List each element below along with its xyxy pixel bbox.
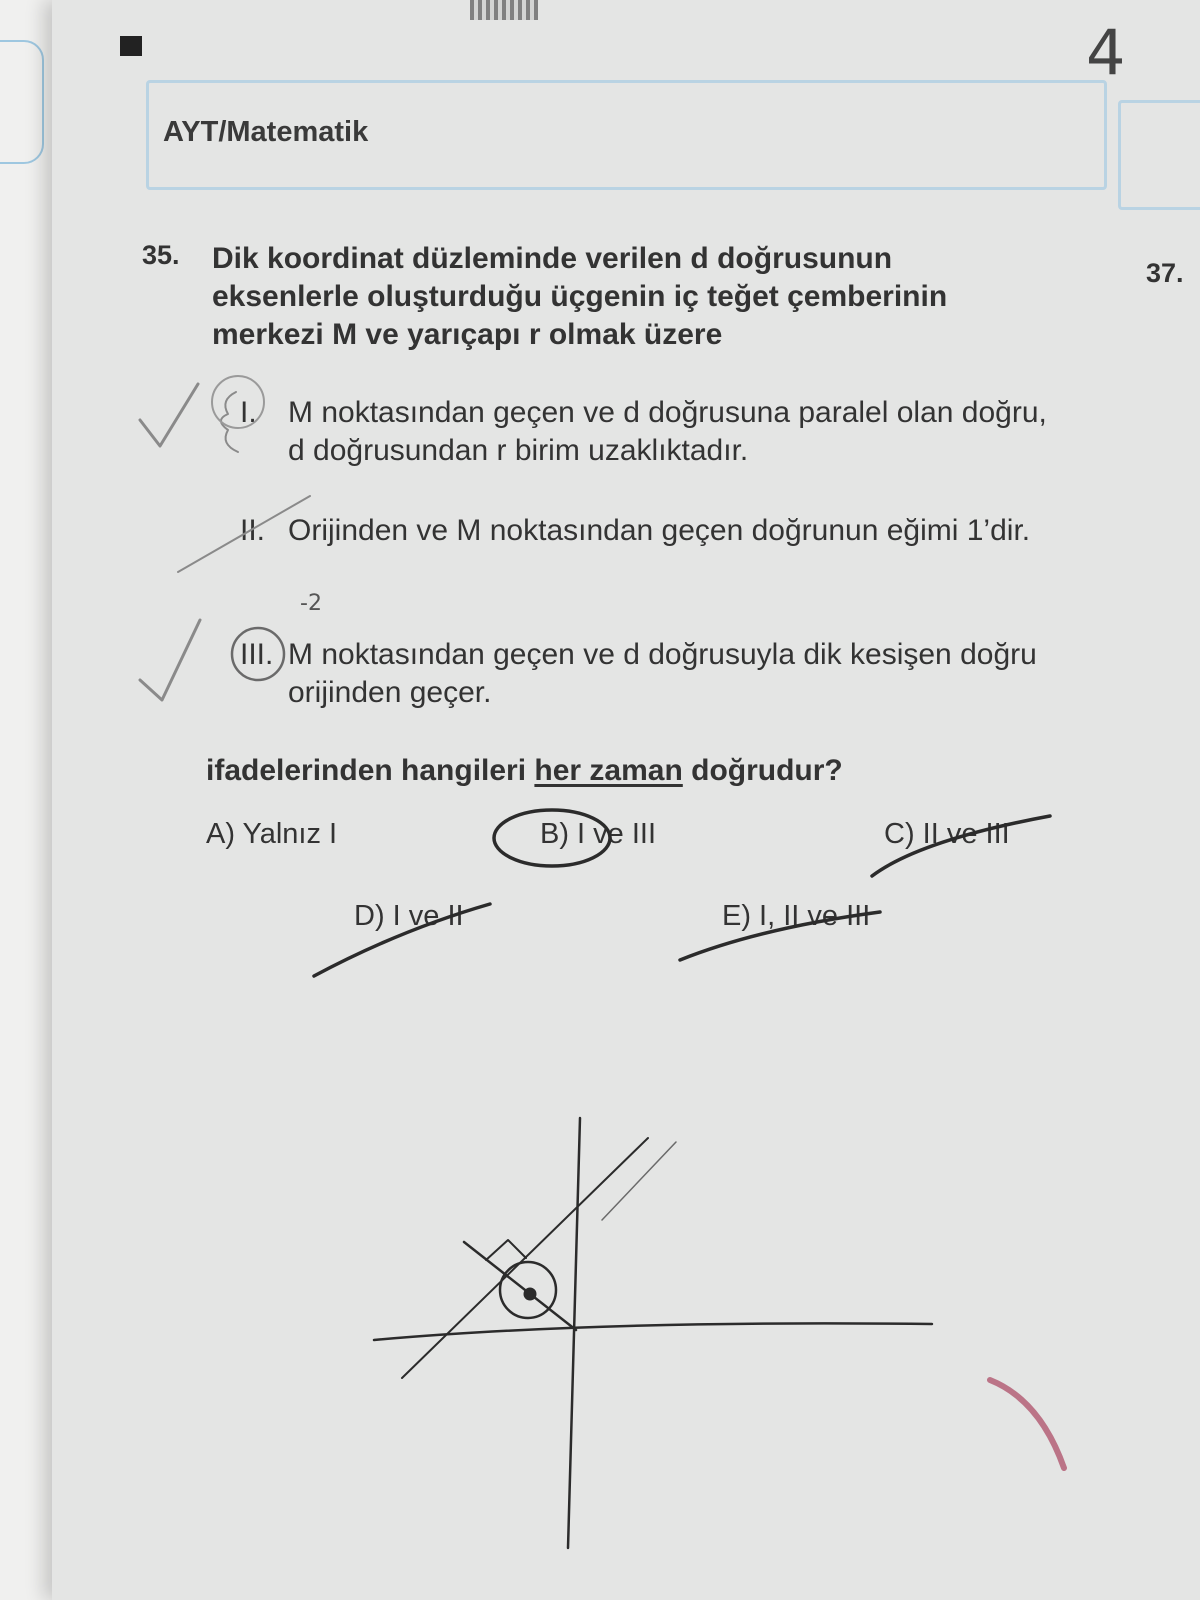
statement-number: II. [240, 514, 266, 547]
selected-answer-circle [494, 810, 610, 866]
strike-option-c [872, 816, 1050, 876]
prompt-emphasis: her zaman [534, 754, 683, 787]
check-mark [140, 620, 200, 700]
strike-option-e [680, 912, 880, 960]
option-e[interactable]: E) I, II ve III [722, 900, 871, 932]
brace-mark [221, 392, 238, 452]
accent-stroke [990, 1380, 1064, 1468]
statement-text: M noktasından geçen ve d doğrusuyla dik kesişen doğru orijinden geçer. [288, 638, 1037, 709]
option-a[interactable]: A) Yalnız I [206, 818, 338, 850]
statement-text: M noktasından geçen ve d doğrusuna paralel olan doğru, d doğrusundan r birim uzaklıktadır. [288, 396, 1047, 467]
annotation-circle [212, 376, 264, 428]
sketch-right-angle [486, 1240, 526, 1260]
check-mark [140, 384, 198, 446]
statement-number: I. [240, 396, 257, 429]
page-number: 4 [1086, 16, 1126, 89]
option-b[interactable]: B) I ve III [540, 818, 657, 850]
question-number: 35. [142, 240, 180, 270]
sketch-center-m [525, 1289, 535, 1299]
statement-number: III. [240, 638, 274, 671]
strike-option-d [314, 904, 490, 976]
note-under-ii: -2 [300, 591, 322, 616]
prompt-text: ifadelerinden hangileri [206, 754, 535, 787]
sketch-x-axis [374, 1323, 932, 1340]
option-c[interactable]: C) II ve III [884, 818, 1010, 850]
strike-statement-ii [178, 496, 310, 572]
annotation-circle [232, 628, 284, 680]
section-title: AYT/Matematik [163, 116, 369, 148]
statement-text: Orijinden ve M noktasından geçen doğrunun eğimi 1’dir. [288, 514, 1031, 547]
prompt-text-end: doğrudur? [682, 754, 843, 787]
question-stem: Dik koordinat düzleminde verilen d doğrusunun eksenlerle oluşturduğu üçgenin iç teğet çemberinin merkezi M ve yarıçapı r olmak üzere [212, 242, 948, 351]
option-d[interactable]: D) I ve II [354, 900, 464, 932]
sketch-y-axis [568, 1118, 580, 1548]
sketch-line-parallel [602, 1142, 676, 1220]
next-question-number: 37. [1146, 258, 1184, 288]
